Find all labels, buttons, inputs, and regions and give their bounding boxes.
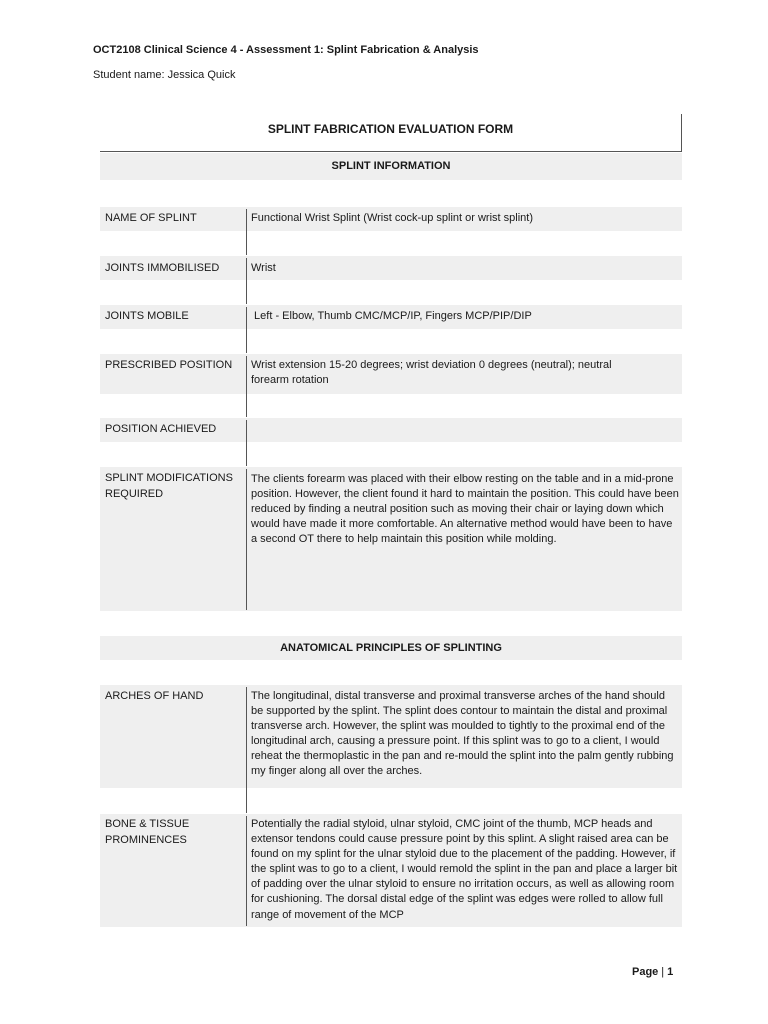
- value-prescribed-position: Wrist extension 15-20 degrees; wrist deviation 0 degrees (neutral); neutral forearm rotation: [251, 359, 612, 387]
- value-joints-immobilised: Wrist: [251, 262, 276, 274]
- column-divider: [246, 209, 247, 255]
- label-prescribed-position: PRESCRIBED POSITION: [105, 359, 233, 371]
- column-divider: [246, 687, 247, 813]
- column-divider: [246, 307, 247, 353]
- label-arches-of-hand: ARCHES OF HAND: [105, 690, 204, 702]
- label-splint-modifications: SPLINT MODIFICATIONS REQUIRED: [105, 472, 233, 500]
- value-name-of-splint: Functional Wrist Splint (Wrist cock-up splint or wrist splint): [251, 212, 533, 224]
- value-joints-mobile: Left - Elbow, Thumb CMC/MCP/IP, Fingers MCP/PIP/DIP: [251, 310, 532, 322]
- label-position-achieved: POSITION ACHIEVED: [105, 423, 217, 435]
- value-splint-modifications: The clients forearm was placed with their elbow resting on the table and in a mid-prone position. However, the client found it hard to maintain the position. This could have been reduced by finding a neutral position such as moving their chair or laying down which would have made it more comfortable. An alternative method would have been to have a second OT there to help maintain this position while molding.: [251, 473, 679, 546]
- value-arches-of-hand: The longitudinal, distal transverse and proximal transverse arches of the hand should be supported by the splint. The splint does contour to maintain the distal and proximal transverse arch. However, the splint was moulded to tightly to the proximal end of the longitudinal arch, causing a pressure point. If this splint was to go to a client, I would reheat the thermoplastic in the pan and re-mould the splint into the palm gently rubbing my finger along all over the arches.: [251, 690, 674, 778]
- label-name-of-splint: NAME OF SPLINT: [105, 212, 197, 224]
- page-number: 1: [667, 966, 674, 978]
- column-divider: [246, 420, 247, 466]
- page-footer: [632, 966, 673, 978]
- column-divider: [246, 258, 247, 304]
- column-divider: [246, 469, 247, 610]
- course-title: OCT2108 Clinical Science 4 - Assessment 1: Splint Fabrication & Analysis: [93, 44, 479, 56]
- section-anatomical-principles: ANATOMICAL PRINCIPLES OF SPLINTING: [100, 636, 682, 660]
- label-joints-immobilised: JOINTS IMMOBILISED: [105, 262, 220, 274]
- student-name: Student name: Jessica Quick: [93, 69, 236, 81]
- section-splint-information: SPLINT INFORMATION: [100, 153, 682, 180]
- value-bone-tissue-prominences: Potentially the radial styloid, ulnar styloid, CMC joint of the thumb, MCP heads and extensor tendons could cause pressure point by this splint. A slight raised area can be found on my splint for the ulnar styloid due to the placement of the padding. However, if the splint was to go to a client, I would remold the splint in the pan and place a larger bit of padding over the ulnar styloid to ensure no irritation occurs, as well as allowing room for cushioning. The dorsal distal edge of the splint was edges were rolled to allow full range of movement of the MCP: [251, 818, 678, 921]
- page-label: Page: [632, 966, 659, 978]
- column-divider: [246, 356, 247, 417]
- label-bone-tissue-prominences: BONE & TISSUE PROMINENCES: [105, 818, 190, 846]
- form-title: SPLINT FABRICATION EVALUATION FORM: [100, 114, 682, 152]
- column-divider: [246, 816, 247, 926]
- label-joints-mobile: JOINTS MOBILE: [105, 310, 189, 322]
- page-separator: |: [661, 966, 665, 978]
